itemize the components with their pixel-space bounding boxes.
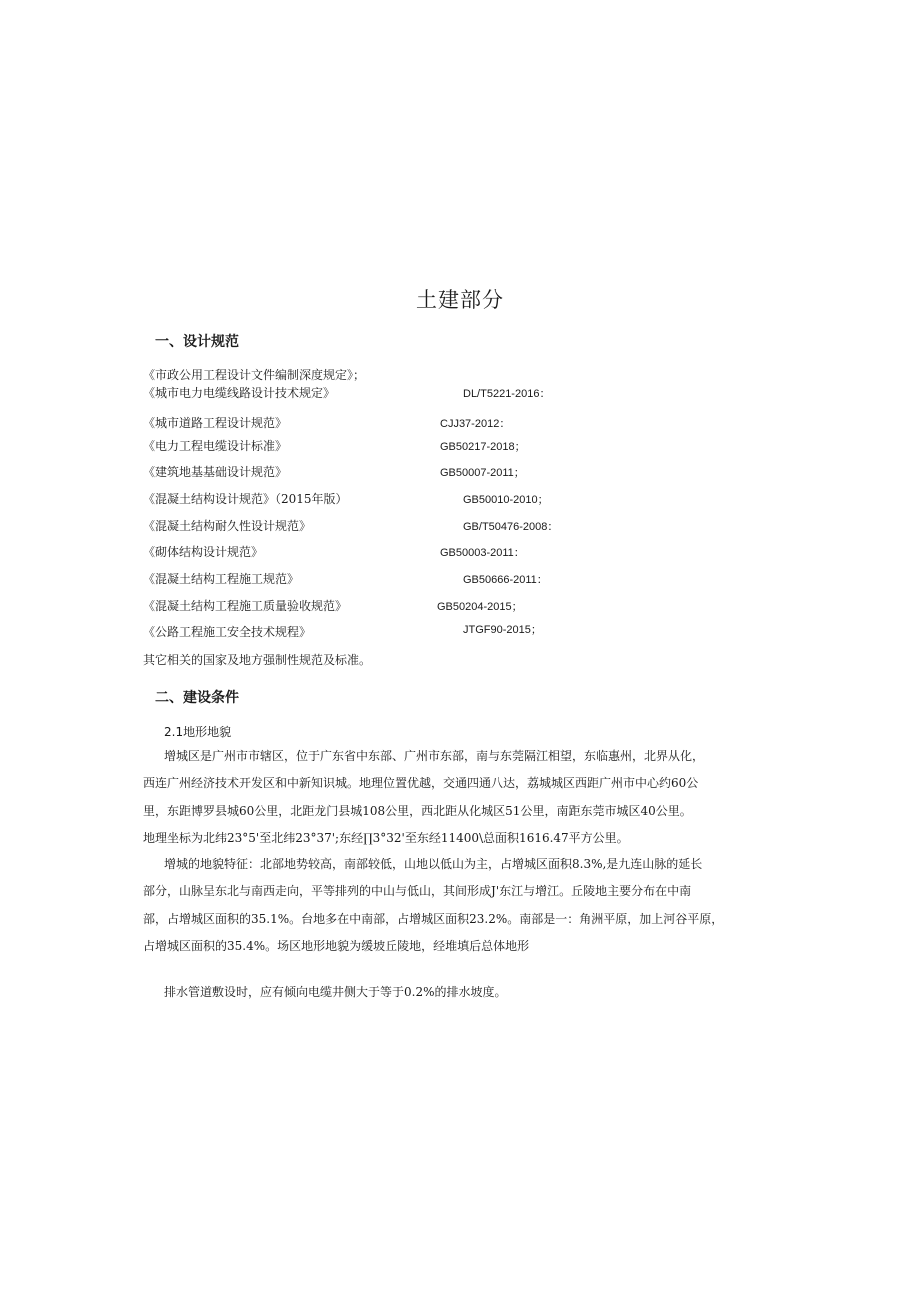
- section-heading-design-standards: 一、设计规范: [155, 334, 239, 350]
- standard-code: GB50666-2011：: [463, 574, 548, 586]
- paragraph-line: 部分，山脉呈东北与南西走向，平等排列的中山与低山，其间形成J'东江与增江。丘陵地主要分布在中南: [143, 884, 692, 899]
- standard-code: GB50010-2010；: [463, 494, 549, 506]
- standard-code: GB50204-2015；: [437, 601, 523, 613]
- terrain-paragraph-2: [143, 851, 723, 960]
- standard-code: DL/T5221-2016：: [463, 388, 551, 400]
- standard-name: 《电力工程电缆设计标准》: [143, 439, 288, 453]
- standard-name: 《混凝土结构耐久性设计规范》: [143, 519, 312, 533]
- list-item: [143, 414, 763, 432]
- standard-name: 《建筑地基基础设计规范》: [143, 465, 288, 479]
- paragraph-line: 占增城区面积的35.4%。场区地形地貌为缓坡丘陵地，经堆填后总体地形: [143, 938, 530, 953]
- standard-name: 《城市电力电缆线路设计技术规定》: [143, 386, 336, 400]
- standard-name: 《砌体结构设计规范》: [143, 545, 264, 559]
- standards-intro-line: 《市政公用工程设计文件编制深度规定》；: [143, 368, 366, 382]
- standards-closing-line: 其它相关的国家及地方强制性规范及标准。: [143, 653, 372, 667]
- standard-name: 《混凝土结构工程施工规范》: [143, 572, 300, 586]
- paragraph-line: 部，占增城区面积的35.1%。台地多在中南部，占增城区面积23.2%。南部是一：角洲平原，加上河谷平原，: [143, 911, 724, 926]
- list-item: [143, 437, 763, 455]
- standard-code: CJJ37-2012：: [440, 418, 511, 430]
- list-item: [143, 490, 763, 508]
- subsection-heading-terrain: 2.1地形地貌: [164, 725, 232, 739]
- list-item: [143, 570, 763, 588]
- standard-code: JTGF90-2015；: [463, 624, 542, 636]
- standard-code: GB50007-2011；: [440, 467, 525, 479]
- list-item: [143, 463, 763, 481]
- list-item: [143, 597, 763, 615]
- standard-code: GB50003-2011：: [440, 547, 525, 559]
- standard-name: 《混凝土结构工程施工质量验收规范》: [143, 599, 348, 613]
- list-item: [143, 543, 763, 561]
- terrain-paragraph-1: [143, 743, 723, 852]
- list-item: [143, 384, 763, 402]
- paragraph-line: 西连广州经济技术开发区和中新知识城。地理位置优越，交通四通八达，荔城城区西距广州市中心约60公: [143, 776, 699, 791]
- standard-name: 《城市道路工程设计规范》: [143, 416, 288, 430]
- paragraph-line: 增城区是广州市市辖区，位于广东省中东部、广州市东部，南与东莞隔江相望，东临惠州，北界从化，: [164, 749, 705, 763]
- list-item: [143, 623, 763, 641]
- drainage-requirement-line: 排水管道敷设时，应有倾向电缆井侧大于等于0.2%的排水坡度。: [164, 985, 507, 999]
- paragraph-line: 增城的地貌特征：北部地势较高，南部较低，山地以低山为主，占增城区面积8.3%,是九连山脉的延长: [164, 857, 703, 871]
- standard-code: GB/T50476-2008：: [463, 521, 559, 533]
- list-item: [143, 517, 763, 535]
- standard-name: 《混凝土结构设计规范》（2015年版）: [143, 492, 348, 506]
- page-title: 土建部分: [416, 288, 504, 312]
- paragraph-line: 地理坐标为北纬23°5'至北纬23°37';东经∏3°32'至东经11400\总面积1616.47平方公里。: [143, 830, 629, 845]
- standard-code: GB50217-2018；: [440, 441, 526, 453]
- paragraph-line: 里，东距博罗县城60公里，北距龙门县城108公里，西北距从化城区51公里，南距东莞市城区40公里。: [143, 803, 692, 818]
- standard-name: 《公路工程施工安全技术规程》: [143, 625, 312, 639]
- section-heading-construction-conditions: 二、建设条件: [155, 690, 239, 706]
